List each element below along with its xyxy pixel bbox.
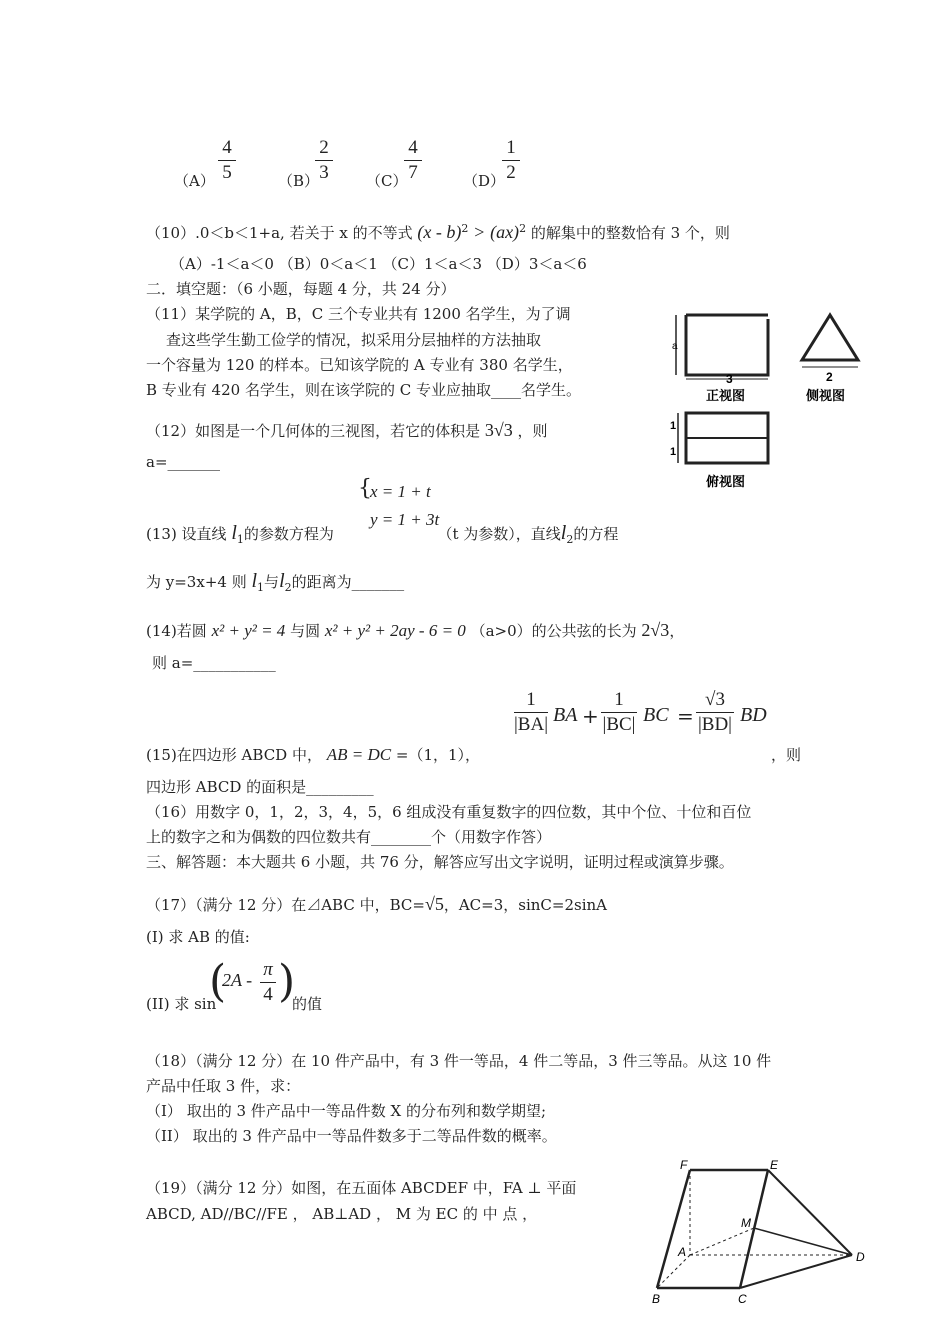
q13-line2c: 的距离为_______ (291, 573, 405, 591)
pentahedron-figure (640, 1155, 880, 1344)
numerator: 1 (526, 689, 536, 710)
q14-end: ， (669, 622, 685, 640)
q15-eq: =（1，1）， (395, 746, 481, 764)
q14-mid: 与圆 (290, 622, 321, 640)
q10-math-right: (ax) (490, 222, 520, 242)
front-view-outline (686, 315, 768, 375)
section-3-heading: 三、解答题：本大题共 6 小题，共 76 分，解答应写出文字说明，证明过程或演算步骤。 (146, 853, 734, 871)
height-1b-label: 1 (670, 446, 677, 458)
four: 4 (263, 984, 273, 1005)
q12-line-2: a=_______ (146, 453, 221, 471)
q11-line-2: 查这些学生勤工俭学的情况，拟采用分层抽样的方法抽取 (166, 331, 542, 349)
edge-ed (768, 1170, 852, 1255)
q18-line-1: （18）（满分 12 分）在 10 件产品中，有 3 件一等品，4 件二等品，3 件三等品。从这 10 件 (146, 1052, 772, 1070)
system-brace: { (358, 476, 372, 501)
width-3-label: 3 (726, 372, 733, 386)
denominator: |BC| (602, 714, 636, 735)
q13-tail: （t 为参数），直线 (437, 525, 561, 543)
q10-math-left: (x - b) (417, 222, 462, 242)
denominator: 3 (319, 162, 329, 183)
denominator: 7 (408, 162, 418, 183)
height-1a-label: 1 (670, 420, 677, 432)
subscript: 2 (566, 533, 574, 546)
three-view-figure (668, 305, 868, 495)
pi-over-4 (260, 960, 276, 1005)
q18-part-1: （I） 取出的 3 件产品中一等品件数 X 的分布列和数学期望; (146, 1102, 547, 1120)
q15-fraction-1 (514, 690, 548, 735)
left-paren: ( (209, 956, 227, 1007)
subscript: 1 (236, 533, 244, 546)
q9-option-b-fraction (315, 138, 333, 183)
numerator: 2 (319, 137, 329, 158)
q11-line-4: B 专业有 420 名学生，则在该学院的 C 专业应抽取____名学生。 (146, 381, 581, 399)
vertex-a-label: A (678, 1245, 687, 1259)
q9-option-a-fraction (218, 138, 236, 183)
vertex-d-label: D (856, 1250, 865, 1264)
line-l-symbol: l (251, 570, 258, 592)
side-view-triangle (802, 315, 858, 360)
pi: π (263, 959, 273, 980)
edge-cd (740, 1255, 852, 1288)
a-mark: a (672, 341, 678, 352)
q15-line-2: 四边形 ABCD 的面积是_________ (146, 778, 374, 796)
denominator: 2 (506, 162, 516, 183)
q15-fraction-2 (601, 690, 637, 735)
q14-circle-1: x² + y² = 4 (211, 621, 286, 640)
q15-vector-ba: BA (553, 704, 578, 726)
q15-fraction-3 (696, 690, 734, 735)
q16-line-2: 上的数字之和为偶数的四位数共有________个（用数字作答） (146, 828, 552, 846)
exponent: 2 (461, 222, 469, 235)
top-view-label: 俯视图 (706, 474, 746, 489)
q14-line-2: 则 a=___________ (152, 654, 276, 672)
q14-circle-2: x² + y² + 2ay - 6 = 0 (324, 621, 466, 640)
q17-line-1 (146, 894, 607, 915)
q13-line-2 (146, 570, 404, 594)
q16-line-1: （16）用数字 0，1，2，3，4，5，6 组成没有重复数字的四位数，其中个位、十位和百位 (146, 803, 752, 821)
q14-line-1 (146, 620, 684, 641)
denominator: |BA| (514, 714, 549, 735)
vertex-b-label: B (652, 1292, 661, 1306)
q11-line-3: 一个容量为 120 的样本。已知该学院的 A 专业有 380 名学生， (146, 356, 573, 374)
q17-expr: 2A - (222, 970, 253, 990)
plus-sign: + (582, 704, 599, 728)
q12-text: （12）如图是一个几何体的三视图，若它的体积是 (146, 422, 481, 440)
q15-line-1 (146, 744, 480, 765)
q13-line2b: 与 (264, 573, 280, 591)
q15-vector-bc: BC (643, 704, 669, 726)
q17-text: （17）（满分 12 分）在⊿ABC 中，BC= (146, 896, 425, 914)
numerator: √3 (705, 689, 725, 710)
section-2-heading: 二．填空题：（6 小题，每题 4 分，共 24 分） (146, 280, 456, 298)
q18-line-2: 产品中任取 3 件，求： (146, 1077, 301, 1095)
q10-suffix: 的解集中的整数恰有 3 个，则 (530, 224, 730, 242)
line-l-symbol: l (560, 522, 567, 544)
subscript: 1 (257, 581, 265, 594)
numerator: 1 (506, 137, 516, 158)
q10-prefix: （10）.0＜b＜1+a, 若关于 x 的不等式 (146, 224, 413, 242)
q9-option-d-label: （D） (463, 172, 506, 190)
denominator: |BD| (697, 714, 732, 735)
q13-equation-1: x = 1 + t (370, 482, 431, 501)
q13-mid: 的参数方程为 (243, 525, 334, 543)
q9-option-a-label: （A） (174, 172, 215, 190)
q17-part-1: (I) 求 AB 的值: (146, 928, 250, 946)
sqrt-5: √5 (424, 894, 444, 914)
q15-tail: ，则 (771, 746, 802, 764)
q13-line-1 (146, 522, 618, 546)
q12-volume: 3√3 (484, 420, 513, 440)
q9-option-c-label: （C） (366, 172, 408, 190)
q11-line-1: （11）某学院的 A，B，C 三个专业共有 1200 名学生，为了调 (146, 305, 571, 323)
vertex-e-label: E (770, 1158, 779, 1172)
exponent: 2 (519, 222, 527, 235)
q10-options: （A）-1＜a＜0 （B）0＜a＜1 （C）1＜a＜3 （D）3＜a＜6 (170, 255, 587, 273)
q12-line-1 (146, 420, 548, 441)
q13-tail-2: 的方程 (573, 525, 619, 543)
q19-line-2: ABCD, AD//BC//FE ， AB⊥AD ， M 为 EC 的 中 点 ， (146, 1205, 538, 1223)
q15-prefix: (15)在四边形 ABCD 中， (146, 746, 322, 764)
numerator: 1 (614, 689, 624, 710)
right-paren: ) (278, 956, 296, 1007)
vertex-f-label: F (680, 1158, 688, 1172)
q17-part-2-suffix: 的值 (292, 995, 323, 1013)
q9-option-d-fraction (502, 138, 520, 183)
edge-fb (657, 1170, 690, 1288)
segment-am-hidden (690, 1228, 754, 1255)
q17-part-2-prefix: (II) 求 sin (146, 995, 217, 1013)
denominator: 5 (222, 162, 232, 183)
q9-option-b-label: （B） (278, 172, 320, 190)
q14-prefix: (14)若圆 (146, 622, 207, 640)
numerator: 4 (408, 137, 418, 158)
q14-chord-length: 2√3 (641, 620, 670, 640)
q19-line-1: （19）（满分 12 分）如图，在五面体 ABCDEF 中，FA ⊥ 平面 (146, 1179, 577, 1197)
side-view-label: 侧视图 (806, 388, 846, 403)
line-l-symbol: l (279, 570, 285, 592)
equals-sign: = (677, 704, 694, 728)
q13-prefix: (13) 设直线 (146, 525, 227, 543)
q13-equation-2: y = 1 + 3t (370, 510, 440, 529)
vertex-m-label: M (741, 1216, 751, 1230)
line-l-symbol: l (231, 522, 237, 544)
vertex-c-label: C (738, 1292, 747, 1306)
q17-text-end: ，AC=3，sinC=2sinA (443, 896, 607, 914)
q18-part-2: （II） 取出的 3 件产品中一等品件数多于二等品件数的概率。 (146, 1127, 557, 1145)
numerator: 4 (222, 137, 232, 158)
q14-tail: （a>0）的公共弦的长为 (470, 622, 637, 640)
q13-line2a: 为 y=3x+4 则 (146, 573, 247, 591)
gt-sign: > (473, 222, 486, 242)
front-view-label: 正视图 (706, 388, 746, 403)
q15-vector-equation: AB = DC (326, 745, 392, 764)
subscript: 2 (284, 581, 292, 594)
q10-stem (146, 222, 730, 243)
q12-text-end: ，则 (517, 422, 548, 440)
width-2-label: 2 (826, 370, 833, 384)
q15-vector-bd: BD (740, 704, 767, 726)
q9-option-c-fraction (404, 138, 422, 183)
